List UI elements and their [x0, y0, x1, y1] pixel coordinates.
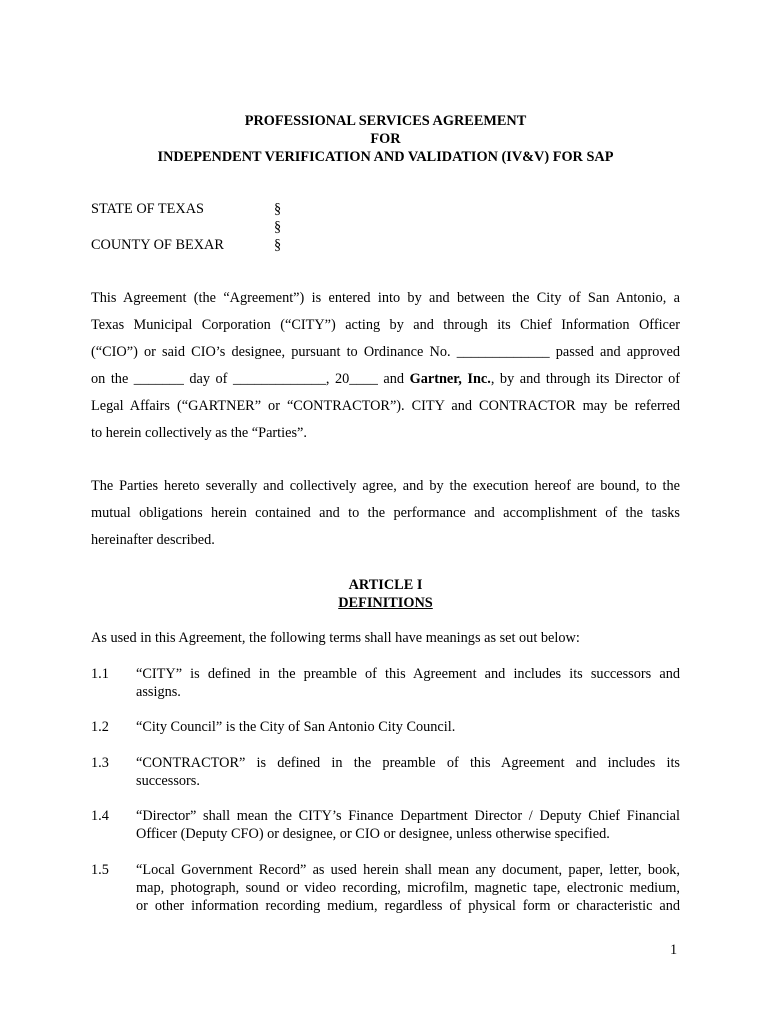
- preamble-date-text: on the _______ day of _____________, 20____ and: [91, 371, 410, 387]
- state-label: STATE OF TEXAS: [91, 201, 204, 217]
- parties-line: mutual obligations herein contained and to the performance and accomplishment of the tasks: [91, 505, 680, 521]
- definition-text: [136, 754, 680, 790]
- section-symbol: §: [274, 237, 282, 253]
- definition-number: 1.5: [91, 862, 109, 878]
- preamble-line: Texas Municipal Corporation (“CITY”) acting by and through its Chief Information Officer: [91, 317, 680, 333]
- definition-text: [136, 807, 680, 843]
- definition-text: [136, 665, 680, 701]
- parties-paragraph: [91, 473, 680, 554]
- article-name: DEFINITIONS: [338, 595, 433, 611]
- section-symbol: §: [274, 201, 282, 217]
- definition-number: 1.3: [91, 755, 109, 771]
- definition-line: “Local Government Record” as used herein shall mean any document, paper, letter, book,: [136, 862, 680, 878]
- parties-line: hereinafter described.: [91, 532, 215, 548]
- agreement-title: [91, 112, 680, 166]
- title-line-1: PROFESSIONAL SERVICES AGREEMENT: [244, 113, 527, 129]
- definition-line: “City Council” is the City of San Antonio City Council.: [136, 719, 456, 735]
- article-heading: [91, 576, 680, 612]
- contractor-name: Gartner, Inc.: [409, 371, 491, 387]
- preamble-line: [91, 366, 680, 393]
- definition-line: assigns.: [136, 684, 181, 700]
- preamble-line: to herein collectively as the “Parties”.: [91, 425, 307, 441]
- definition-text: [136, 718, 680, 736]
- preamble-line-tail: , by and through its Director of: [490, 371, 680, 387]
- definition-line: or other information recording medium, regardless of physical form or characteristic and: [136, 898, 680, 914]
- definition-number: 1.2: [91, 719, 109, 735]
- parties-line: The Parties hereto severally and collectively agree, and by the execution hereof are bound, to the: [91, 478, 680, 494]
- definition-line: successors.: [136, 773, 200, 789]
- preamble-line: This Agreement (the “Agreement”) is entered into by and between the City of San Antonio, a: [91, 290, 680, 306]
- definition-number: 1.4: [91, 808, 109, 824]
- section-symbol: §: [274, 219, 282, 235]
- preamble-paragraph: [91, 285, 680, 447]
- definition-line: “CITY” is defined in the preamble of this Agreement and includes its successors and: [136, 666, 680, 682]
- page-number: 1: [670, 942, 678, 958]
- article-number: ARTICLE I: [348, 577, 423, 593]
- title-line-2: FOR: [370, 131, 401, 147]
- preamble-line: (“CIO”) or said CIO’s designee, pursuant to Ordinance No. _____________ passed and approved: [91, 344, 680, 360]
- preamble-line: Legal Affairs (“GARTNER” or “CONTRACTOR”). CITY and CONTRACTOR may be referred: [91, 398, 680, 414]
- definitions-intro: As used in this Agreement, the following terms shall have meanings as set out below:: [91, 630, 580, 646]
- definition-text: [136, 861, 680, 915]
- definition-number: 1.1: [91, 666, 109, 682]
- title-line-3: INDEPENDENT VERIFICATION AND VALIDATION (IV&V) FOR SAP: [157, 149, 614, 165]
- definition-line: “CONTRACTOR” is defined in the preamble of this Agreement and includes its: [136, 755, 680, 771]
- county-label: COUNTY OF BEXAR: [91, 237, 224, 253]
- definition-line: Officer (Deputy CFO) or designee, or CIO or designee, unless otherwise specified.: [136, 826, 610, 842]
- definition-line: “Director” shall mean the CITY’s Finance Department Director / Deputy Chief Financial: [136, 808, 680, 824]
- definition-line: map, photograph, sound or video recording, microfilm, magnetic tape, electronic medium,: [136, 880, 680, 896]
